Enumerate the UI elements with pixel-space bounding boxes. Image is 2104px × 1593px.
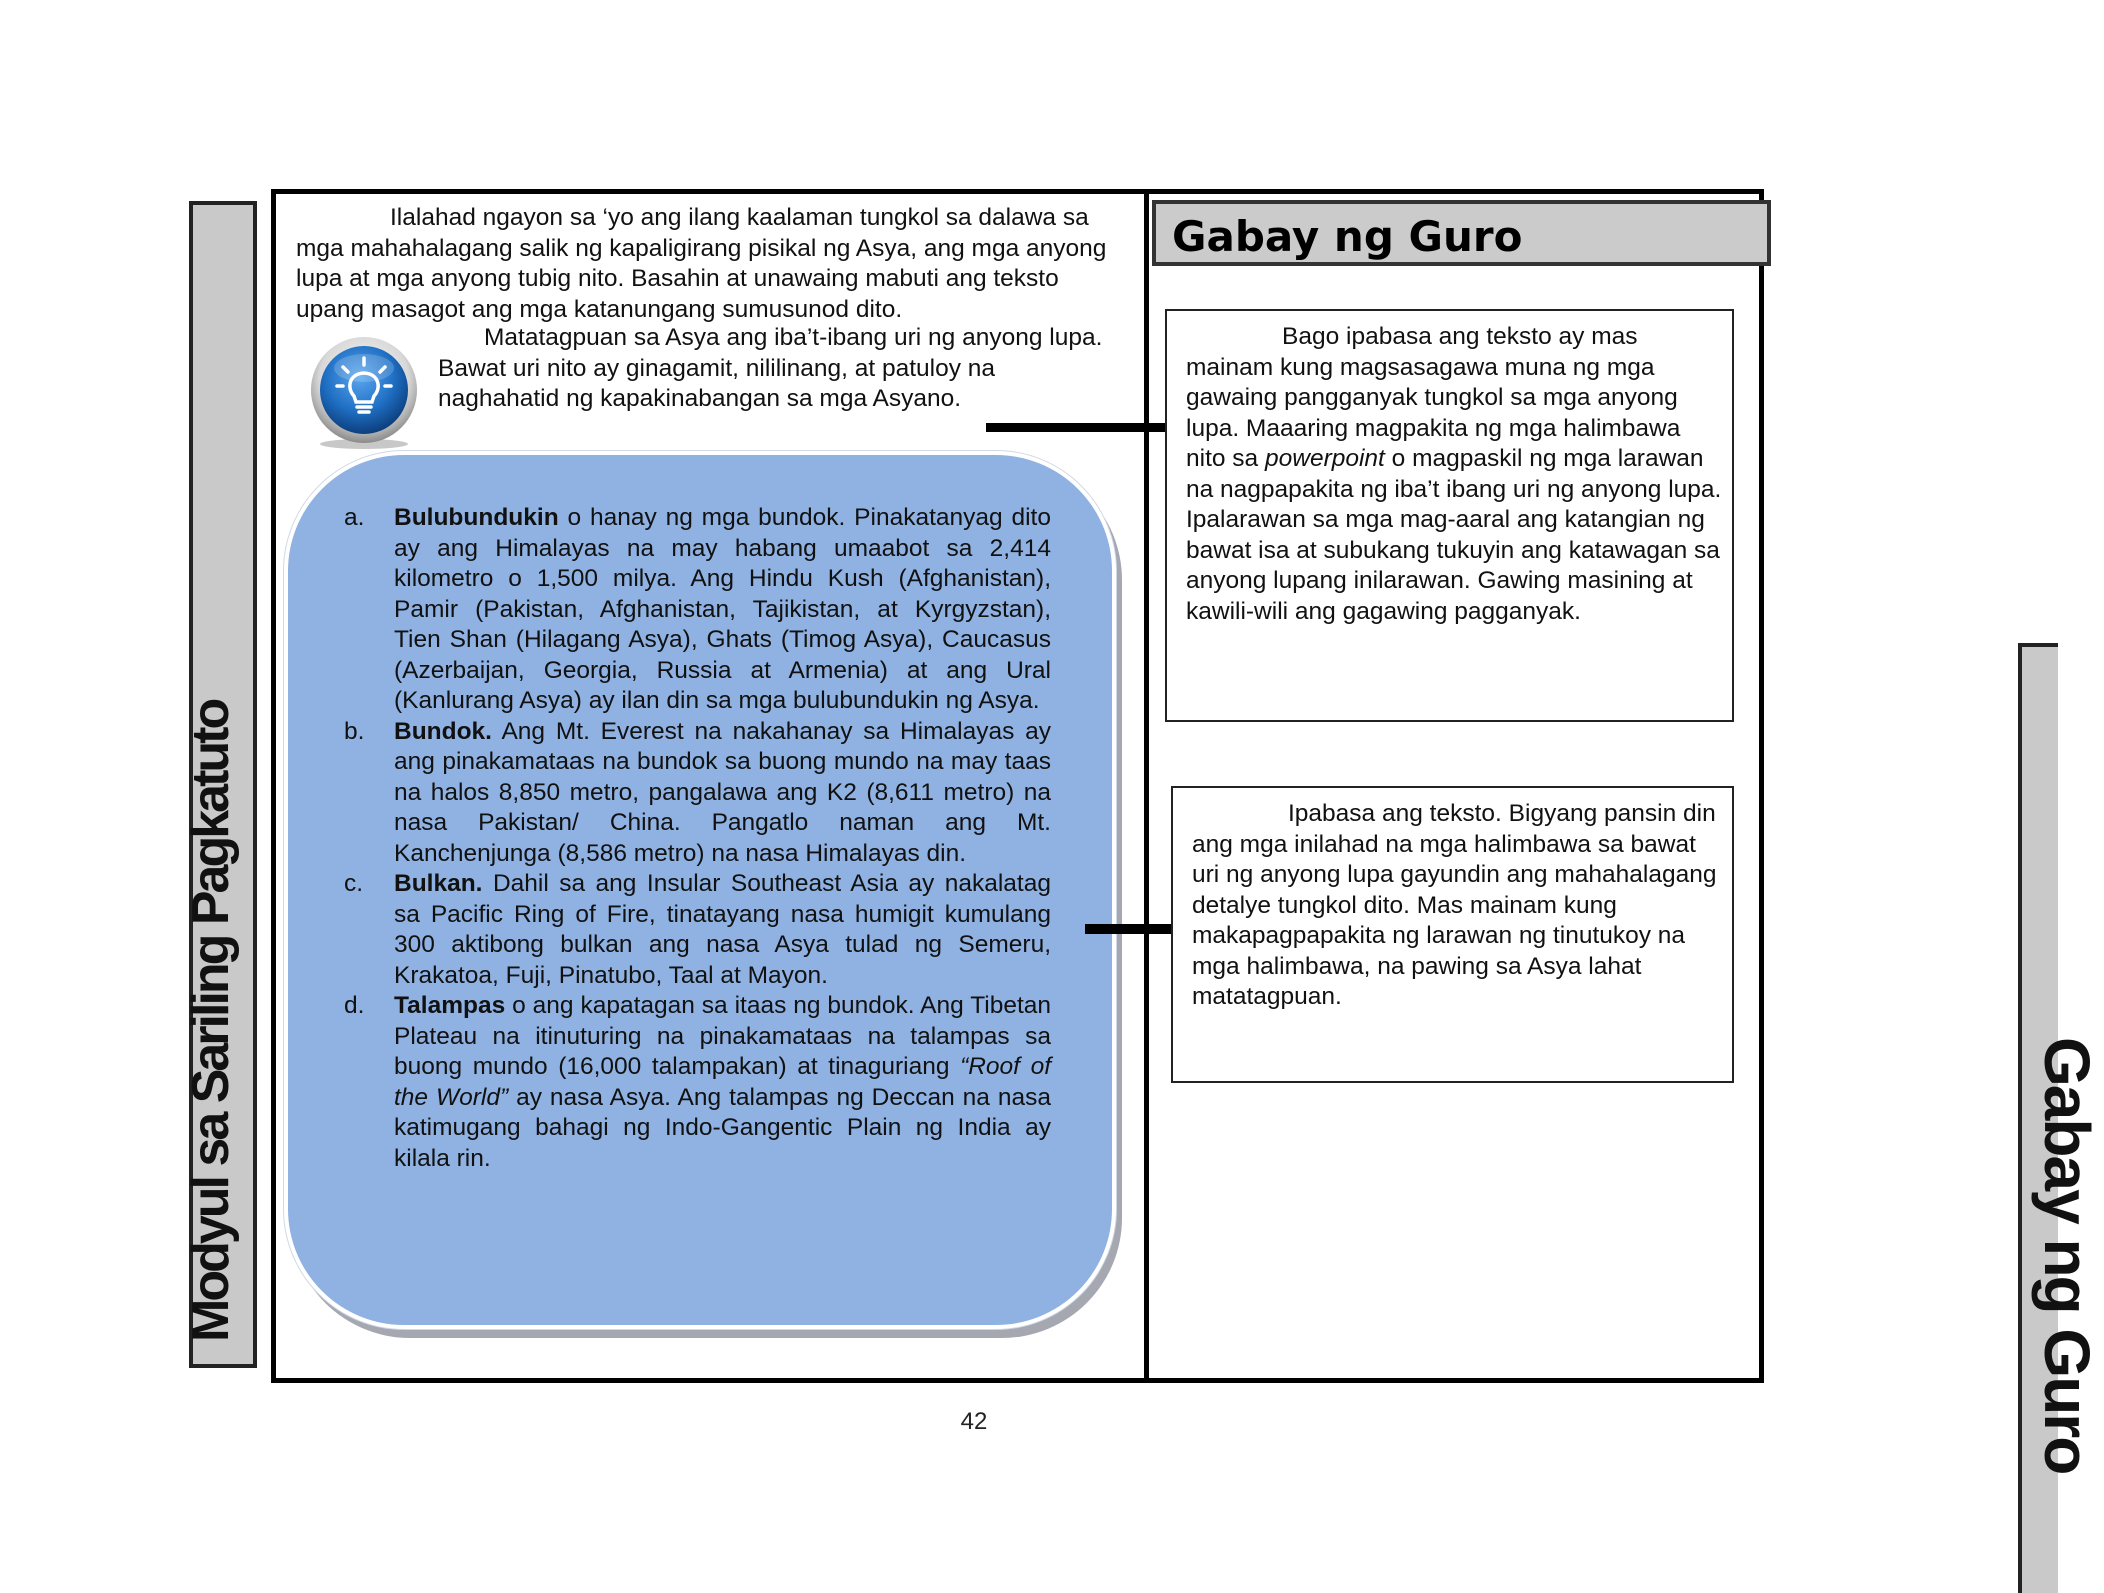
landform-intro-text: Matatagpuan sa Asya ang iba’t-ibang uri ng anyong lupa. Bawat uri nito ay ginagamit, nililinang, at patuloy na naghahatid ng kapakinabangan sa mga Asyano. bbox=[438, 324, 1103, 412]
landform-intro-paragraph bbox=[438, 323, 1114, 415]
item-text: Dahil sa ang Insular Southeast Asia ay nakalatag sa Pacific Ring of Fire, tinatayang nasa humigit kumulang 300 aktibong bulkan ang nasa Asya tulad ng Semeru, Krakatoa, Fuji, Pinatubo, Taal at Mayon. bbox=[394, 870, 1051, 989]
list-marker: b. bbox=[344, 717, 365, 745]
intro-paragraph bbox=[296, 203, 1116, 325]
list-marker: c. bbox=[344, 870, 364, 897]
intro-text: Ilalahad ngayon sa ‘yo ang ilang kaalaman tungkol sa dalawa sa mga mahahalagang salik ng kapaligirang pisikal ng Asya, ang mga anyong lupa at mga anyong tubig nito. Basahin at unawaing mabuti ang teksto upang masagot ang mga katanungang sumusunod dito. bbox=[296, 204, 1107, 323]
side-tab-left-label: Modyul sa Sariling Pagkatuto bbox=[182, 700, 240, 1342]
guide-note-text: Bago ipabasa ang teksto ay mas mainam kung magsasagawa muna ng mga gawaing pangganyak tungkol sa mga anyong lupa. Maaaring magpakita ng mga halimbawa nito sa powerpoint o magpaskil ng mga larawan na nagpapakita ng iba’t ibang uri ng anyong lupa. Ipalarawan sa mga mag-aaral ang katangian ng bawat isa at subukang tukuyin ang katawagan sa anyong lupang inilarawan. Gawing masining at kawili-wili ang gagawing pagganyak. bbox=[1186, 323, 1722, 625]
lightbulb-icon bbox=[307, 336, 421, 450]
guide-note-text: Ipabasa ang teksto. Bigyang pansin din ang mga inilahad na mga halimbawa sa bawat uri ng anyong lupa gayundin ang mahahalagang detalye tungkol dito. Mas mainam kung makapagpapakita ng larawan ng tinutukoy na mga halimbawa, na pawing sa Asya lahat matatagpuan. bbox=[1192, 800, 1717, 1010]
item-text: ay nasa Asya. Ang talampas ng Deccan na nasa katimugang bahagi ng Indo-Gangentic Plain ng India ay kilala rin. bbox=[394, 1083, 1051, 1172]
landforms-list bbox=[344, 503, 1051, 1174]
connector-line bbox=[1085, 924, 1171, 934]
term: Bulubundukin bbox=[394, 504, 559, 531]
list-item bbox=[344, 717, 1051, 870]
term: Talampas bbox=[394, 992, 506, 1019]
column-divider bbox=[1144, 189, 1149, 1383]
guide-note-box bbox=[1171, 786, 1734, 1083]
item-italic-text: “Roof of the World” bbox=[394, 1053, 1051, 1111]
list-marker: d. bbox=[344, 992, 365, 1019]
side-tab-right bbox=[2018, 643, 2103, 1593]
list-item bbox=[344, 991, 1051, 1174]
list-item bbox=[344, 869, 1051, 991]
list-item bbox=[344, 503, 1051, 717]
side-tab-right-label: Gabay ng Guro bbox=[2031, 1037, 2103, 1474]
item-text: Ang Mt. Everest na nakahanay sa Himalayas ay ang pinakamataas na bundok sa buong mundo na may taas na halos 8,850 metro, pangalawa ang K2 (8,611 metro) na nasa Pakistan/ China. Pangatlo naman ang Mt. Kanchenjunga (8,586 metro) na nasa Himalayas din. bbox=[394, 717, 1051, 867]
side-tab-left bbox=[182, 201, 257, 1368]
guide-title: Gabay ng Guro bbox=[1172, 212, 1523, 261]
item-text: o ang kapatagan sa itaas ng bundok. Ang Tibetan Plateau na itinuturing na pinakamataas na talampas sa buong mundo (16,000 talampakan) at tinaguriang bbox=[394, 992, 1051, 1080]
guide-note-box bbox=[1165, 309, 1734, 722]
connector-line bbox=[986, 423, 1166, 432]
page-number: 42 bbox=[960, 1408, 988, 1435]
term: Bulkan. bbox=[394, 870, 483, 897]
term: Bundok. bbox=[394, 717, 492, 745]
item-text: o hanay ng mga bundok. Pinakatanyag dito ay ang Himalayas na may habang umaabot sa 2,414 kilometro o 1,500 milya. Ang Hindu Kush (Afghanistan), Pamir (Pakistan, Afghanistan, Tajikistan, at Kyrgyzstan), Tien Shan (Hilagang Asya), Ghats (Timog Asya), Caucasus (Azerbaijan, Georgia, Russia at Armenia) at ang Ural (Kanlurang Asya) ay ilan din sa mga bulubundukin ng Asya. bbox=[394, 504, 1051, 714]
list-marker: a. bbox=[344, 504, 365, 531]
guide-header bbox=[1152, 200, 1771, 266]
